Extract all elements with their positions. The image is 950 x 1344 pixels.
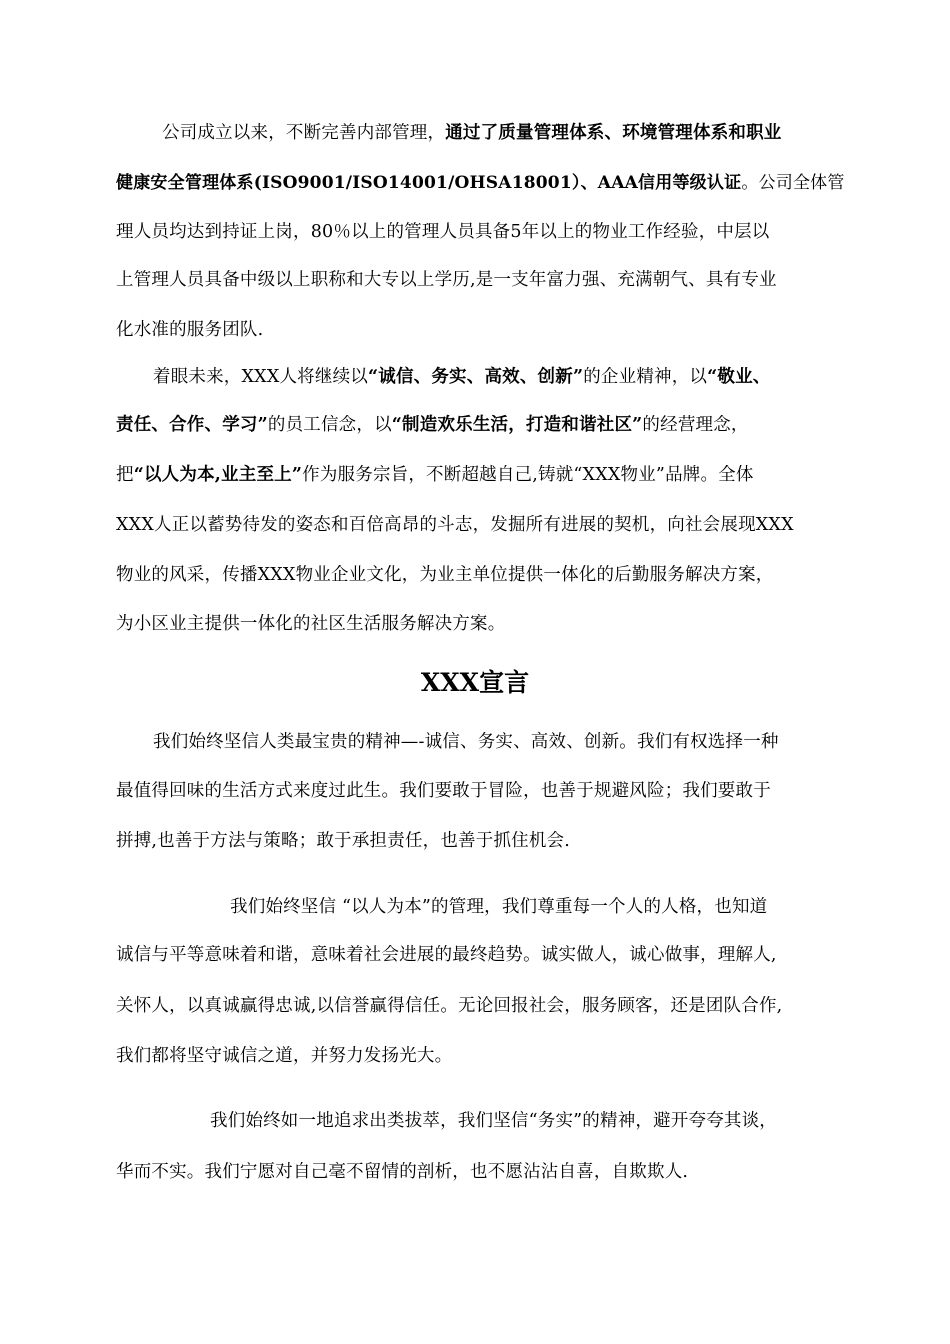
p1-line-5: 化水准的服务团队. <box>116 320 264 340</box>
p5-line-2: 华而不实。我们宁愿对自己毫不留情的剖析，也不愿沾沾自喜，自欺欺人. <box>116 1162 689 1182</box>
p2-text: 着眼未来，XXX人将继续以 <box>153 367 368 387</box>
p4-line-2: 诚信与平等意味着和谐，意味着社会进展的最终趋势。诚实做人，诚心做事，理解人, <box>116 945 777 965</box>
p2-text: 的员工信念，以 <box>267 415 392 435</box>
section-heading: XXX宣言 <box>420 668 530 697</box>
p5-line-1: 我们始终如一地追求出类拔萃，我们坚信“务实”的精神，避开夸夸其谈， <box>210 1111 777 1131</box>
p2-text: 的经营理念， <box>642 415 749 435</box>
p1-text: 。公司全体管 <box>741 173 845 193</box>
p4-line-1: 我们始终坚信 “以人为本”的管理，我们尊重每一个人的人格，也知道 <box>230 897 768 917</box>
p1-line-4: 上管理人员具备中级以上职称和大专以上学历,是一支年富力强、充满朝气、具有专业 <box>116 270 777 290</box>
p3-line-3: 拼搏,也善于方法与策略；敢于承担责任，也善于抓住机会. <box>116 831 571 851</box>
p2-text: 作为服务宗旨，不断超越自己,铸就“XXX物业”品牌。全体 <box>302 465 754 485</box>
p2-bold-text: “制造欢乐生活，打造和谐社区” <box>391 415 643 435</box>
p1-bold-text: 通过了质量管理体系、环境管理体系和职业 <box>445 123 782 143</box>
p2-text: 的企业精神，以 <box>583 367 708 387</box>
p2-line-6: 为小区业主提供一体化的社区生活服务解决方案。 <box>116 614 506 634</box>
p2-line-2 <box>116 413 749 437</box>
p2-bold-text: “敬业、 <box>707 367 771 387</box>
p4-line-3: 关怀人，以真诚赢得忠诚,以信誉赢得信任。无论回报社会，服务顾客，还是团队合作, <box>116 996 783 1016</box>
p1-line-2 <box>116 171 845 195</box>
p2-bold-text: “诚信、务实、高效、创新” <box>367 367 584 387</box>
p2-bold-text: “以人为本,业主至上” <box>133 465 303 485</box>
p1-text: 公司成立以来，不断完善内部管理， <box>162 123 446 143</box>
p2-line-5: 物业的风采，传播XXX物业企业文化，为业主单位提供一体化的后勤服务解决方案， <box>116 565 774 585</box>
p1-bold-text: 健康安全管理体系(ISO9001/ISO14001/OHSA18001）、AAA信用等级认证 <box>116 173 742 193</box>
p2-line-4: XXX人正以蓄势待发的姿态和百倍高昂的斗志，发掘所有进展的契机，向社会展现XXX <box>116 515 794 535</box>
p3-line-2: 最值得回味的生活方式来度过此生。我们要敢于冒险，也善于规避风险；我们要敢于 <box>116 781 771 801</box>
p1-line-1 <box>162 121 782 145</box>
p2-bold-text: 责任、合作、学习” <box>116 415 268 435</box>
p2-line-3 <box>116 463 754 487</box>
p4-line-4: 我们都将坚守诚信之道，并努力发扬光大。 <box>116 1046 453 1066</box>
p2-text: 把 <box>116 465 134 485</box>
p3-line-1: 我们始终坚信人类最宝贵的精神—-诚信、务实、高效、创新。我们有权选择一种 <box>153 732 779 752</box>
p2-line-1 <box>153 365 771 389</box>
p1-line-3: 理人员均达到持证上岗，80％以上的管理人员具备5年以上的物业工作经验，中层以 <box>116 222 770 242</box>
